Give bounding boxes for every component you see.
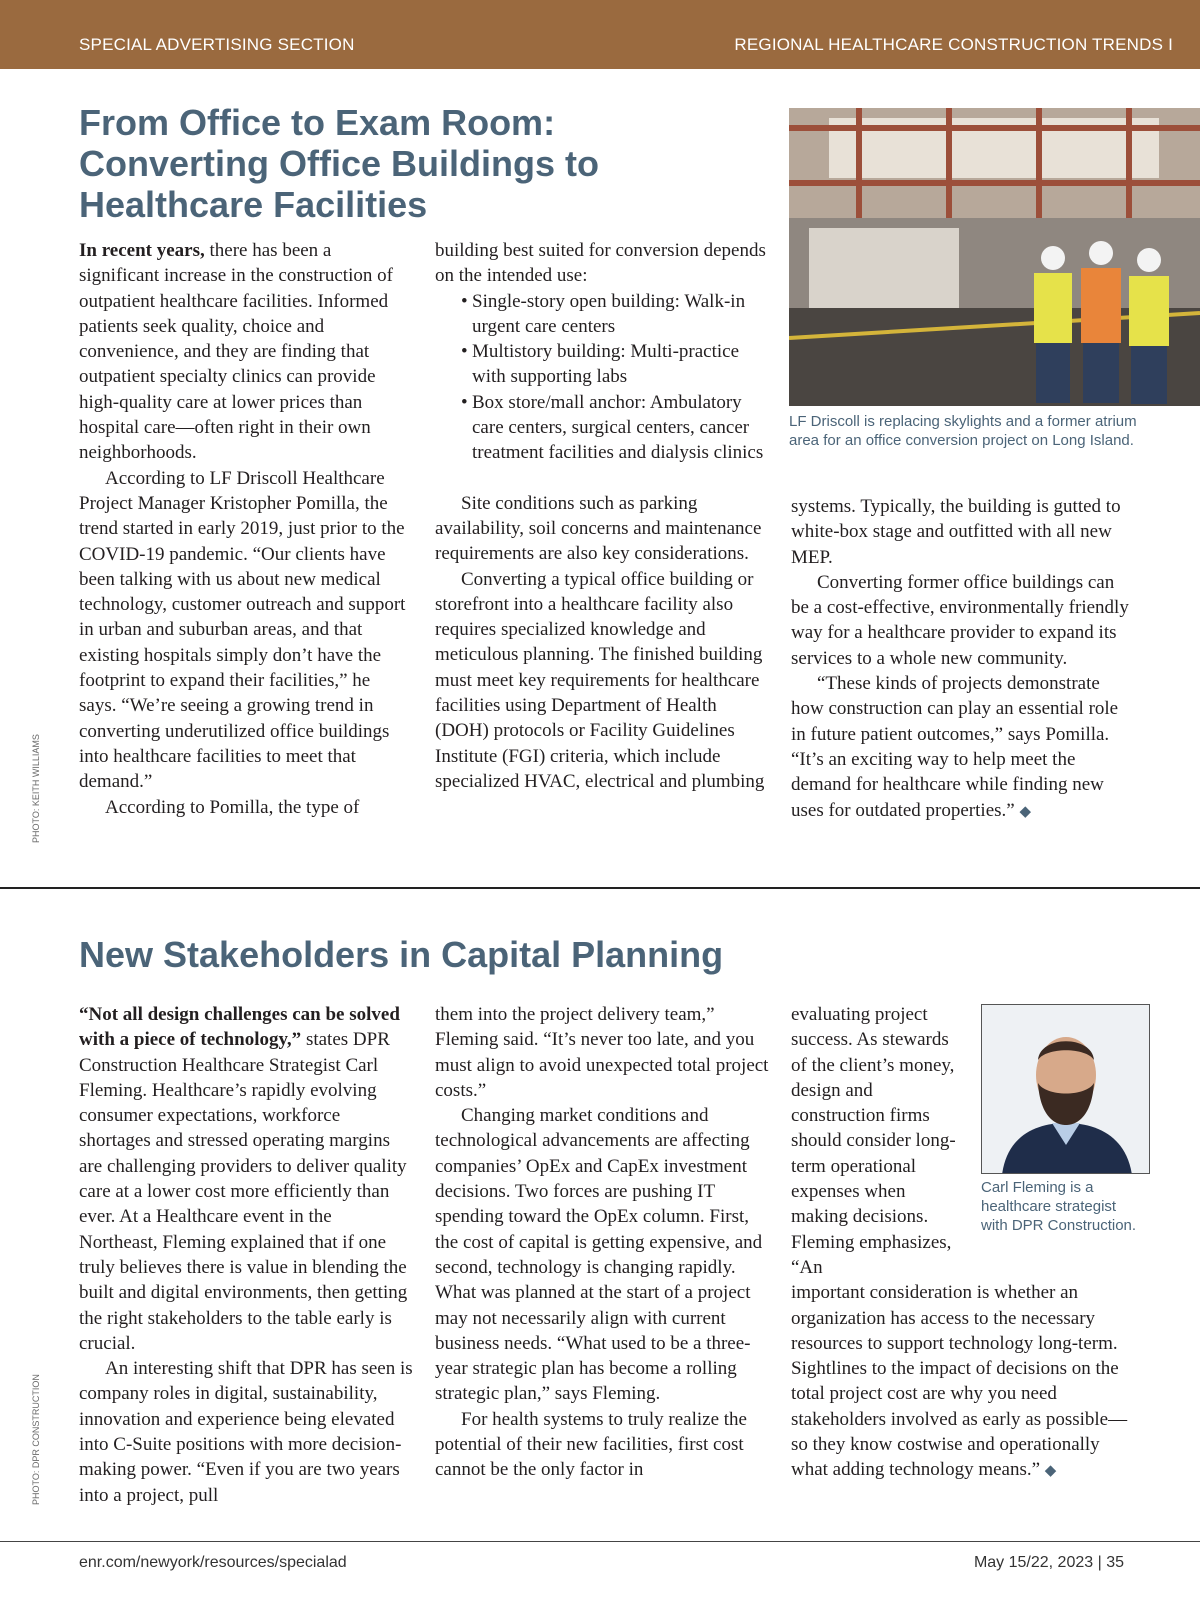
list-item: • Multistory building: Multi-practice with supporting labs xyxy=(435,339,770,390)
article2-paragraph-4-end: important consideration is whether an organization has access to the necessary resources to support technology long-term. Sightlines to the impact of decisions on the total project cost are why you need stakeholders involved as early as possible—so they know costwise and operationally what adding technology means.” ◆ xyxy=(791,1282,1128,1481)
building-type-list xyxy=(435,289,770,466)
article1-paragraph-4: Site conditions such as parking availability, soil concerns and maintenance requirements are also key considerations. xyxy=(435,492,762,565)
photo-credit: PHOTO: DPR CONSTRUCTION xyxy=(31,1374,41,1505)
article1-paragraph-1 xyxy=(79,238,409,466)
footer-url: enr.com/newyork/resources/specialad xyxy=(79,1554,347,1571)
end-mark-icon: ◆ xyxy=(1019,803,1032,820)
portrait-caption: Carl Fleming is a healthcare strategist with DPR Construction. xyxy=(981,1179,1137,1234)
article1-column-3 xyxy=(791,494,1131,825)
article2-paragraph-2-start: An interesting shift that DPR has seen is company roles in digital, sustainability, innovation and experience being elevated into C-Suite positions with more decision-making power. “Even if you are two years into a project, pull xyxy=(79,1358,413,1506)
article1-title: From Office to Exam Room: Converting Office Buildings to Healthcare Facilities xyxy=(79,102,599,225)
list-item: • Single-story open building: Walk-in urgent care centers xyxy=(435,289,770,340)
article2-p1-text: states DPR Construction Healthcare Strategist Carl Fleming. Healthcare’s rapidly evolving consumer expectations, workforce shortages and stressed operating margins are challenging providers to deliver quality care at a lower cost more efficiently than ever. At a Healthcare event in the Northeast, Fleming explained that if one truly believes there is value in blending the built and digital environments, then getting the right stakeholders to the table early is crucial. xyxy=(79,1029,408,1354)
footer-date-page: May 15/22, 2023 | 35 xyxy=(973,1554,1124,1571)
article1-paragraph-3-start: According to Pomilla, the type of xyxy=(105,796,360,818)
end-mark-icon: ◆ xyxy=(1044,1463,1057,1480)
article1-p7-text: “These kinds of projects demonstrate how construction can play an essential role in future patient outcomes,” says Pomilla. “It’s an exciting way to help meet the demand for healthcare while finding new uses for outdated properties.” xyxy=(791,673,1119,821)
article2-paragraph-4-wrap: evaluating project success. As stewards of the client’s money, design and construction firms should consider long-term operational expenses when making decisions. Fleming emphasizes, “An xyxy=(791,1004,956,1278)
article1-paragraph-6: Converting former office buildings can be a cost-effective, environmentally friendly way for a healthcare provider to expand its services to a whole new community. xyxy=(791,571,1129,669)
article2-paragraph-2-end: them into the project delivery team,” Fleming said. “It’s never too late, and you must align to avoid unexpected total project costs.” xyxy=(435,1004,769,1101)
article1-paragraph-5-end: systems. Typically, the building is gutted to white-box stage and outfitted with all new MEP. xyxy=(791,496,1121,568)
article1-paragraph-5-start: Converting a typical office building or storefront into a healthcare facility also requires specialized knowledge and meticulous planning. The finished building must meet key requirements for healthcare facilities using Department of Health (DOH) protocols or Facility Guidelines Institute (FGI) criteria, which include specialized HVAC, electrical and plumbing xyxy=(435,568,765,792)
article1-p1-text: there has been a significant increase in the construction of outpatient healthcare facilities. Informed patients seek quality, choice and convenience, and they are finding that outpatient specialty clinics can provide high-quality care at lower prices than hospital care—often right in their own neighborhoods. xyxy=(79,240,393,464)
article2-lead: “Not all design challenges can be solved with a piece of technology,” xyxy=(79,1004,400,1051)
article1-lead: In recent years, xyxy=(79,240,205,261)
construction-site-photo xyxy=(789,108,1200,406)
article1-paragraph-2: According to LF Driscoll Healthcare Project Manager Kristopher Pomilla, the trend started in early 2019, just prior to the COVID-19 pandemic. “Our clients have been talking with us about new medical technology, customer outreach and support in urban and suburban areas, and that existing hospitals simply don’t have the footprint to expand their facilities,” he says. “We’re seeing a growing trend in converting underutilized office buildings into healthcare facilities to meet that demand.” xyxy=(79,467,406,793)
section-label: SPECIAL ADVERTISING SECTION xyxy=(79,35,355,54)
footer-rule xyxy=(0,1541,1200,1542)
article2-paragraph-4-start: For health systems to truly realize the potential of their new facilities, first cost cannot be the only factor in xyxy=(435,1408,747,1481)
photo-credit: PHOTO: KEITH WILLIAMS xyxy=(31,734,41,843)
section-topic: REGIONAL HEALTHCARE CONSTRUCTION TRENDS I xyxy=(734,35,1173,54)
construction-site-illustration xyxy=(789,108,1200,406)
article1-column-1 xyxy=(79,238,409,820)
site-photo-caption: LF Driscoll is replacing skylights and a former atrium area for an office conversion project on Long Island. xyxy=(789,413,1137,449)
article1-paragraph-7 xyxy=(791,671,1131,825)
section-header-bar xyxy=(0,0,1200,69)
article2-column-1 xyxy=(79,1002,413,1508)
list-item: • Box store/mall anchor: Ambulatory care centers, surgical centers, cancer treatment facilities and dialysis clinics xyxy=(435,390,770,466)
article1-column-2 xyxy=(435,238,770,794)
article2-column-2 xyxy=(435,1002,770,1483)
article1-paragraph-3-end: building best suited for conversion depends on the intended use: xyxy=(435,240,766,287)
article2-paragraph-3: Changing market conditions and technological advancements are affecting companies’ OpEx and CapEx investment decisions. Two forces are pushing IT spending toward the OpEx column. First, the cost of capital is getting expensive, and second, technology is changing rapidly. What was planned at the start of a project may not necessarily align with current business needs. “What used to be a three-year strategic plan has become a rolling strategic plan,” says Fleming. xyxy=(435,1105,763,1405)
article2-column-3 xyxy=(791,1002,1131,1485)
article2-title: New Stakeholders in Capital Planning xyxy=(79,934,724,975)
article-divider xyxy=(0,887,1200,889)
article2-paragraph-1 xyxy=(79,1002,413,1356)
